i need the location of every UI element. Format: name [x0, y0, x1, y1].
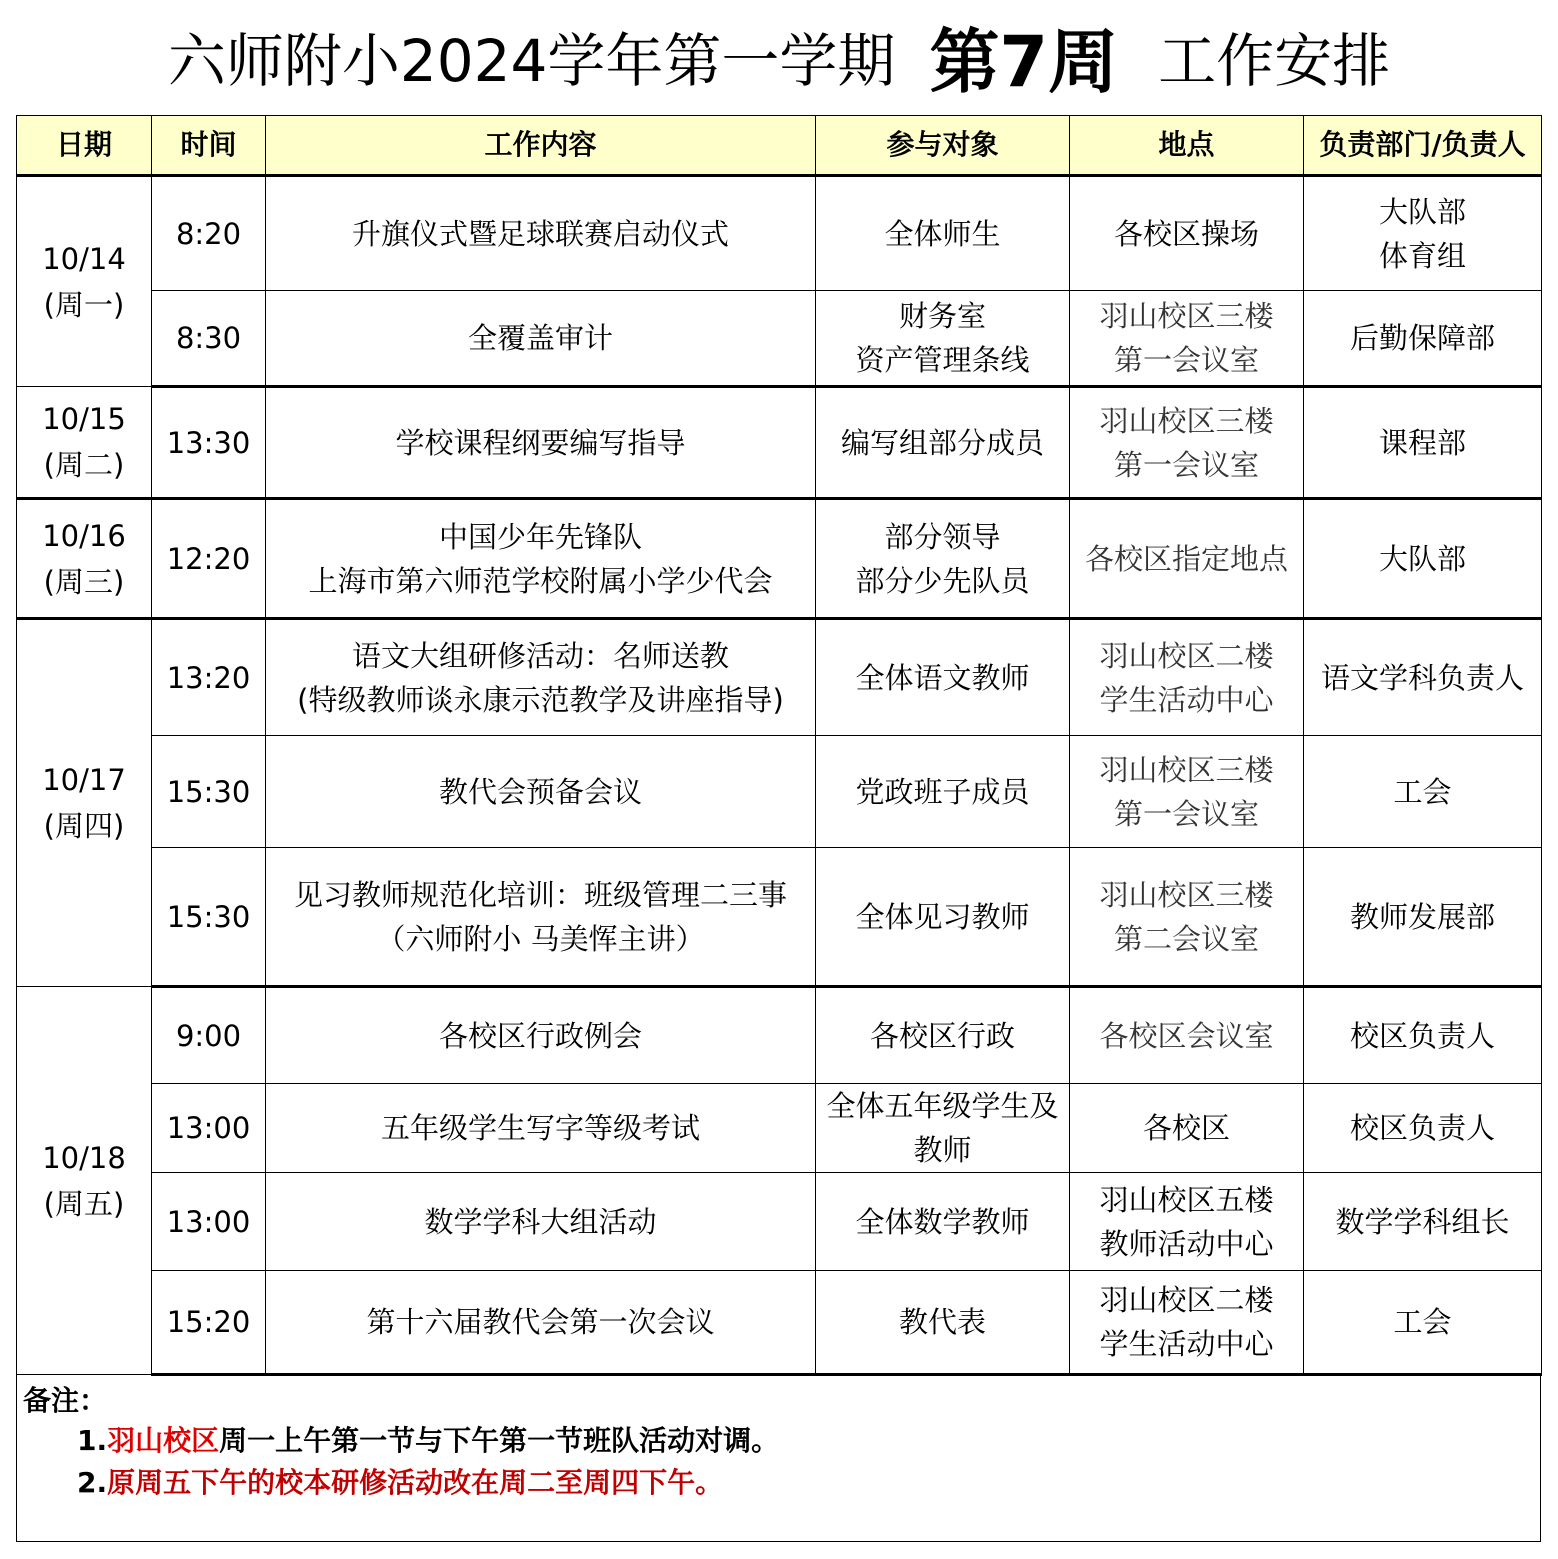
participants-line: 全体语文教师 — [855, 660, 1030, 695]
participants-cell — [816, 291, 1070, 387]
location-line: 第一会议室 — [1113, 796, 1259, 831]
participants-line: 教代表 — [898, 1305, 986, 1339]
note-2-text: 原周五下午的校本研修活动改在周二至周四下午。 — [107, 1466, 724, 1499]
participants-line: 全体数学教师 — [855, 1204, 1030, 1239]
content-cell — [266, 848, 816, 987]
time-cell: 9:00 — [152, 987, 266, 1084]
location-line: 学生活动中心 — [1099, 682, 1274, 717]
date-cell — [17, 499, 152, 619]
location-cell — [1070, 1271, 1304, 1375]
participants-line: 党政班子成员 — [855, 774, 1030, 809]
participants-cell — [816, 619, 1070, 736]
content-cell — [266, 1084, 816, 1173]
location-cell — [1070, 1084, 1304, 1173]
location-cell — [1070, 387, 1304, 499]
location-line: 羽山校区三楼 — [1099, 877, 1274, 912]
table-row — [17, 1271, 1542, 1375]
time-cell: 13:20 — [152, 619, 266, 736]
date-value: 10/15 — [42, 402, 126, 436]
note-2-number: 2. — [77, 1466, 108, 1499]
title-school-term: 六师附小2024学年第一学期 — [167, 27, 896, 95]
location-cell — [1070, 291, 1304, 387]
page-title — [0, 0, 1558, 112]
time-cell: 15:30 — [152, 848, 266, 987]
participants-cell — [816, 1084, 1070, 1173]
content-cell — [266, 1173, 816, 1271]
content-line: (特级教师谈永康示范教学及讲座指导) — [297, 682, 784, 717]
location-line: 各校区会议室 — [1099, 1018, 1274, 1053]
weekday-value: (周五) — [43, 1186, 125, 1221]
title-week: 第7周 — [929, 20, 1119, 103]
content-line: 各校区行政例会 — [438, 1018, 642, 1053]
time-cell: 13:00 — [152, 1173, 266, 1271]
header-dept: 负责部门/负责人 — [1304, 116, 1542, 176]
dept-cell — [1304, 848, 1542, 987]
header-row — [17, 116, 1542, 176]
weekday-value: (周一) — [43, 287, 125, 322]
table-row — [17, 987, 1542, 1084]
table-row — [17, 619, 1542, 736]
table-row — [17, 291, 1542, 387]
date-cell — [17, 176, 152, 387]
dept-cell — [1304, 987, 1542, 1084]
date-cell — [17, 619, 152, 987]
content-cell — [266, 619, 816, 736]
participants-line: 部分少先队员 — [855, 563, 1030, 598]
location-cell — [1070, 1173, 1304, 1271]
date-cell — [17, 387, 152, 499]
date-value: 10/17 — [42, 763, 126, 797]
participants-line: 教师 — [913, 1133, 972, 1167]
notes-label: 备注： — [23, 1384, 108, 1417]
time-cell: 13:30 — [152, 387, 266, 499]
note-1-number: 1. — [77, 1424, 108, 1457]
header-location: 地点 — [1070, 116, 1304, 176]
dept-cell — [1304, 291, 1542, 387]
participants-cell — [816, 736, 1070, 848]
dept-line: 课程部 — [1378, 425, 1466, 460]
dept-cell — [1304, 176, 1542, 291]
header-content: 工作内容 — [266, 116, 816, 176]
participants-line: 全体见习教师 — [855, 899, 1030, 934]
content-line: 见习教师规范化培训：班级管理二三事 — [293, 877, 787, 912]
location-line: 羽山校区二楼 — [1099, 638, 1274, 673]
content-cell — [266, 176, 816, 291]
note-1 — [77, 1419, 779, 1459]
location-line: 羽山校区五楼 — [1099, 1182, 1274, 1217]
location-line: 第一会议室 — [1113, 343, 1259, 377]
dept-line: 工会 — [1393, 774, 1452, 809]
dept-line: 校区负责人 — [1349, 1111, 1495, 1145]
location-line: 学生活动中心 — [1099, 1327, 1274, 1361]
location-line: 羽山校区二楼 — [1099, 1283, 1274, 1317]
time-cell: 8:30 — [152, 291, 266, 387]
location-line: 各校区 — [1142, 1111, 1230, 1145]
location-line: 各校区操场 — [1113, 216, 1259, 251]
dept-cell — [1304, 387, 1542, 499]
time-cell: 15:30 — [152, 736, 266, 848]
location-cell — [1070, 619, 1304, 736]
content-cell — [266, 987, 816, 1084]
content-line: 中国少年先锋队 — [438, 519, 642, 554]
participants-line: 编写组部分成员 — [840, 425, 1044, 460]
content-line: （六师附小 马美恽主讲） — [376, 921, 705, 956]
location-line: 羽山校区三楼 — [1099, 752, 1274, 787]
content-line: 第十六届教代会第一次会议 — [366, 1305, 715, 1339]
date-value: 10/16 — [42, 518, 126, 553]
participants-cell — [816, 848, 1070, 987]
content-line: 语文大组研修活动：名师送教 — [351, 638, 729, 673]
content-line: 上海市第六师范学校附属小学少代会 — [308, 563, 773, 598]
participants-cell — [816, 176, 1070, 291]
content-line: 五年级学生写字等级考试 — [380, 1111, 700, 1145]
participants-cell — [816, 987, 1070, 1084]
participants-line: 部分领导 — [884, 519, 1001, 554]
note-1-highlight: 羽山校区 — [107, 1424, 220, 1457]
header-date: 日期 — [17, 116, 152, 176]
dept-cell — [1304, 499, 1542, 619]
table-row — [17, 736, 1542, 848]
location-line: 各校区指定地点 — [1084, 541, 1288, 576]
participants-line: 全体师生 — [884, 216, 1001, 251]
date-cell — [17, 987, 152, 1375]
content-line: 教代会预备会议 — [438, 774, 642, 809]
time-cell: 8:20 — [152, 176, 266, 291]
location-cell — [1070, 848, 1304, 987]
time-cell: 12:20 — [152, 499, 266, 619]
weekday-value: (周二) — [43, 448, 125, 482]
schedule-table — [16, 115, 1542, 1376]
location-line: 第二会议室 — [1113, 921, 1259, 956]
dept-line: 校区负责人 — [1349, 1018, 1495, 1053]
participants-line: 资产管理条线 — [855, 343, 1030, 377]
date-value: 10/18 — [42, 1140, 126, 1175]
notes-box — [16, 1375, 1541, 1542]
weekday-value: (周四) — [43, 809, 125, 843]
table-row — [17, 1173, 1542, 1271]
participants-cell — [816, 499, 1070, 619]
dept-line: 工会 — [1393, 1305, 1452, 1339]
participants-cell — [816, 1271, 1070, 1375]
note-1-text: 周一上午第一节与下午第一节班队活动对调。 — [219, 1424, 780, 1457]
content-line: 学校课程纲要编写指导 — [395, 425, 686, 460]
content-line: 数学学科大组活动 — [424, 1204, 657, 1239]
content-cell — [266, 291, 816, 387]
table-row — [17, 176, 1542, 291]
content-line: 全覆盖审计 — [467, 321, 613, 355]
location-line: 教师活动中心 — [1099, 1226, 1274, 1261]
date-value: 10/14 — [42, 241, 126, 276]
dept-cell — [1304, 619, 1542, 736]
header-time: 时间 — [152, 116, 266, 176]
header-participants: 参与对象 — [816, 116, 1070, 176]
weekday-value: (周三) — [43, 564, 125, 599]
participants-line: 全体五年级学生及 — [826, 1089, 1059, 1123]
dept-line: 语文学科负责人 — [1320, 660, 1524, 695]
location-cell — [1070, 499, 1304, 619]
title-work-plan: 工作安排 — [1158, 27, 1391, 95]
dept-line: 体育组 — [1378, 238, 1466, 273]
dept-cell — [1304, 1271, 1542, 1375]
note-2 — [77, 1461, 723, 1501]
location-line: 羽山校区三楼 — [1099, 299, 1274, 333]
location-line: 第一会议室 — [1113, 447, 1259, 482]
participants-cell — [816, 387, 1070, 499]
dept-line: 后勤保障部 — [1349, 321, 1495, 355]
dept-cell — [1304, 736, 1542, 848]
location-cell — [1070, 176, 1304, 291]
dept-line: 大队部 — [1378, 194, 1466, 229]
location-cell — [1070, 736, 1304, 848]
time-cell: 15:20 — [152, 1271, 266, 1375]
location-cell — [1070, 987, 1304, 1084]
content-cell — [266, 499, 816, 619]
participants-line: 财务室 — [898, 299, 986, 333]
participants-cell — [816, 1173, 1070, 1271]
location-line: 羽山校区三楼 — [1099, 403, 1274, 438]
dept-cell — [1304, 1084, 1542, 1173]
dept-line: 教师发展部 — [1349, 899, 1495, 934]
content-line: 升旗仪式暨足球联赛启动仪式 — [351, 216, 729, 251]
table-row — [17, 387, 1542, 499]
table-row — [17, 499, 1542, 619]
content-cell — [266, 1271, 816, 1375]
dept-line: 大队部 — [1378, 541, 1466, 576]
content-cell — [266, 387, 816, 499]
dept-line: 数学学科组长 — [1335, 1204, 1510, 1239]
dept-cell — [1304, 1173, 1542, 1271]
table-row — [17, 1084, 1542, 1173]
participants-line: 各校区行政 — [869, 1018, 1015, 1053]
time-cell: 13:00 — [152, 1084, 266, 1173]
table-row — [17, 848, 1542, 987]
content-cell — [266, 736, 816, 848]
